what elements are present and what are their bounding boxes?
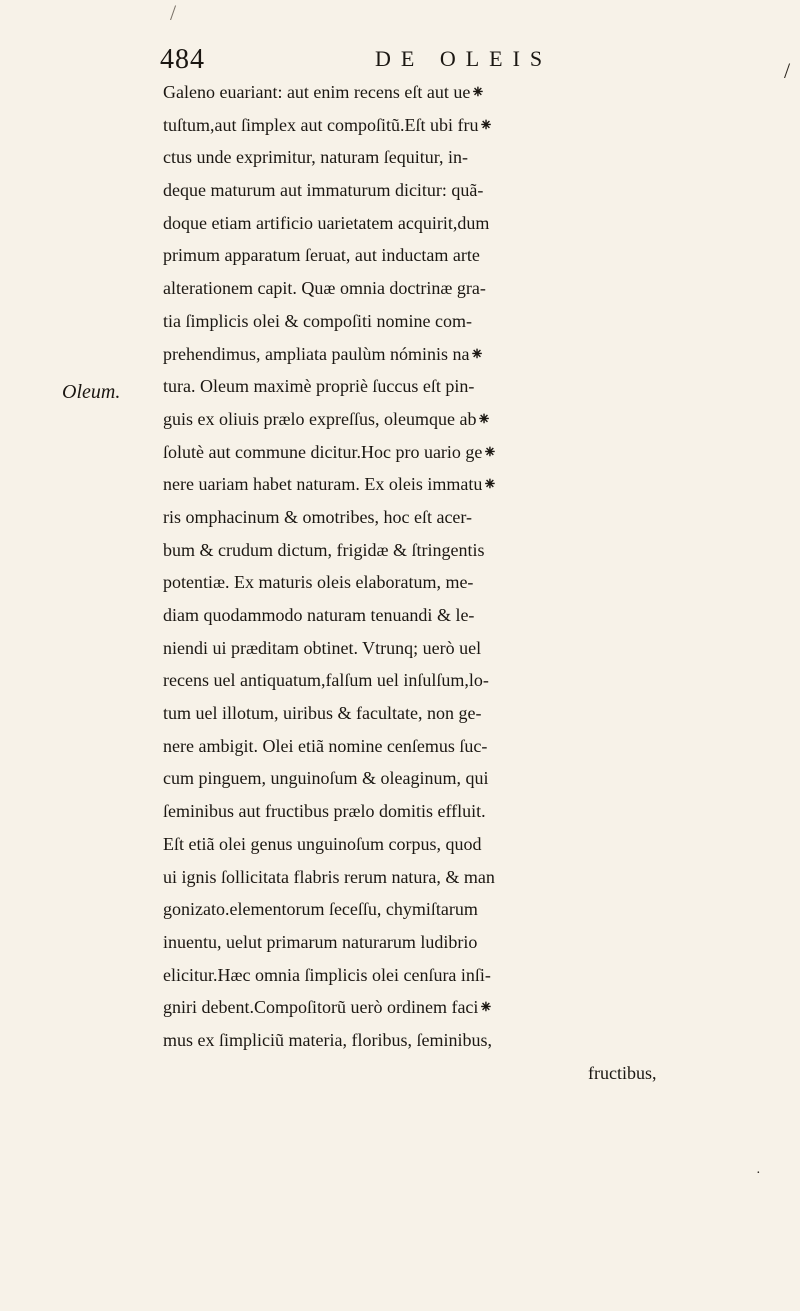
text-line: alterationem capit. Quæ omnia doctrinæ gra- [163, 278, 486, 299]
text-line: Galeno euariant: aut enim recens eſt aut ue⁕ [163, 82, 486, 102]
text-line: ctus unde exprimitur, naturam ſequitur, in- [163, 147, 468, 168]
text-line: tia ſimplicis olei & compoſiti nomine com- [163, 310, 472, 331]
right-edge-mark: / [784, 58, 791, 83]
text-line: deque maturum aut immaturum dicitur: quã- [163, 180, 484, 201]
text-line: primum apparatum ſeruat, aut inductam arte [163, 245, 480, 266]
text-line-catchword: fructibus, [588, 1062, 657, 1083]
text-line: doque etiam artificio uarietatem acquirit,dum [163, 212, 490, 233]
text-line: ris omphacinum & omotribes, hoc eſt acer- [163, 506, 473, 527]
text-line: elicitur.Hæc omnia ſimplicis olei cenſura inſi- [163, 964, 491, 985]
text-line: gniri debent.Compoſitorũ uerò ordinem faci⁕ [163, 997, 494, 1018]
text-line: bum & crudum dictum, frigidæ & ſtringentis [163, 539, 485, 560]
text-line: tuſtum,aut ſimplex aut compoſitũ.Eſt ubi fru⁕ [163, 114, 494, 135]
body-text [163, 76, 800, 1089]
text-line: tum uel illotum, uiribus & facultate, non ge- [163, 703, 482, 724]
text-line: guis ex oliuis prælo expreſſus, oleumque ab⁕ [163, 408, 492, 429]
top-stroke-mark: / [170, 0, 177, 25]
text-line: ſeminibus aut fructibus prælo domitis effluit. [163, 801, 486, 822]
text-line: potentiæ. Ex maturis oleis elaboratum, me- [163, 572, 474, 593]
text-line: mus ex ſimpliciũ materia, floribus, ſeminibus, [163, 1029, 492, 1050]
margin-note: Oleum. [62, 381, 121, 403]
text-line: cum pinguem, unguinoſum & oleaginum, qui [163, 768, 489, 789]
margin-dot: · [756, 1166, 761, 1181]
page-header [160, 44, 600, 80]
text-line: diam quodammodo naturam tenuandi & le- [163, 605, 475, 625]
text-line: prehendimus, ampliata paulùm nóminis na⁕ [163, 343, 485, 364]
text-line: nere uariam habet naturam. Ex oleis immatu⁕ [163, 474, 498, 495]
text-line: niendi ui præditam obtinet. Vtrunq; uerò uel [163, 637, 482, 658]
text-line: ſolutè aut commune dicitur.Hoc pro uario ge⁕ [163, 441, 498, 462]
text-line: inuentu, uelut primarum naturarum ludibrio [163, 931, 478, 952]
text-line: recens uel antiquatum,falſum uel inſulſum,lo- [163, 670, 489, 691]
text-line: tura. Oleum maximè propriè ſuccus eſt pin- [163, 376, 475, 397]
text-line: Eſt etiã olei genus unguinoſum corpus, quod [163, 833, 482, 854]
text-line: nere ambigit. Olei etiã nomine cenſemus ſuc- [163, 735, 488, 756]
text-line: gonizato.elementorum ſeceſſu, chymiſtarum [163, 899, 478, 920]
running-head: DE OLEIS [375, 46, 553, 71]
text-line: ui ignis ſollicitata flabris rerum natura, & man [163, 866, 495, 887]
page-number: 484 [160, 44, 205, 75]
